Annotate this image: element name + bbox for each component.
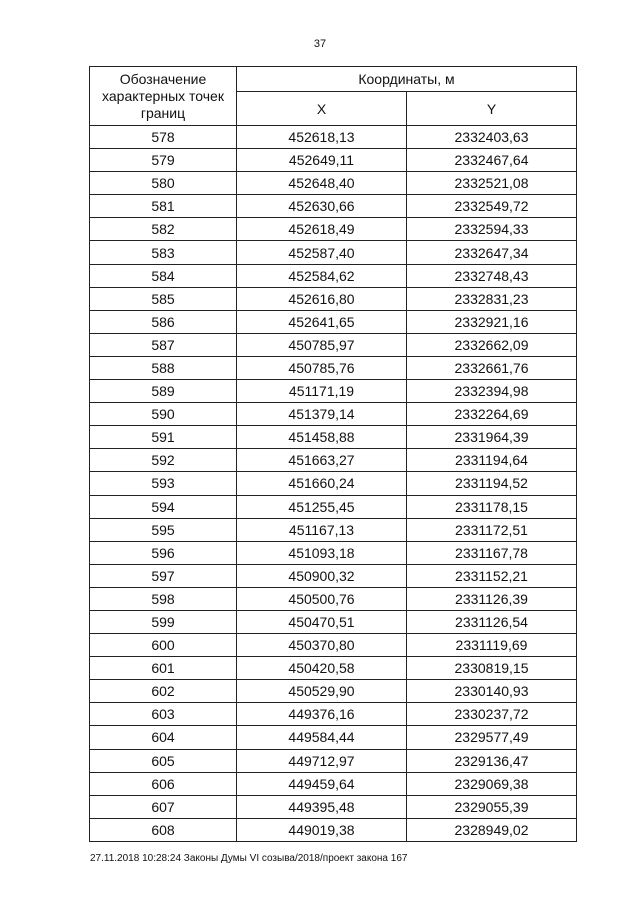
y-cell: 2331194,64: [407, 449, 577, 472]
table-row: [90, 264, 577, 287]
point-cell: 597: [90, 564, 237, 587]
point-cell: 607: [90, 795, 237, 818]
point-cell: 583: [90, 241, 237, 264]
table-row: [90, 657, 577, 680]
page-number: 37: [313, 38, 327, 50]
table-row: [90, 703, 577, 726]
table-row: [90, 126, 577, 149]
table-row: [90, 472, 577, 495]
table-row: [90, 749, 577, 772]
point-cell: 585: [90, 287, 237, 310]
table-row: [90, 634, 577, 657]
y-cell: 2329577,49: [407, 726, 577, 749]
table-header: [90, 67, 577, 126]
y-cell: 2331964,39: [407, 426, 577, 449]
table-row: [90, 680, 577, 703]
table-row: [90, 449, 577, 472]
coordinates-header: Координаты, м: [237, 67, 577, 92]
table-row: [90, 380, 577, 403]
x-cell: 451255,45: [237, 495, 407, 518]
x-cell: 452584,62: [237, 264, 407, 287]
x-cell: 449712,97: [237, 749, 407, 772]
designation-header: Обозначение характерных точек границ: [90, 67, 237, 126]
point-cell: 591: [90, 426, 237, 449]
table-row: [90, 195, 577, 218]
x-cell: 452649,11: [237, 149, 407, 172]
x-cell: 451167,13: [237, 518, 407, 541]
table-row: [90, 541, 577, 564]
table-row: [90, 218, 577, 241]
y-cell: 2332831,23: [407, 287, 577, 310]
point-cell: 588: [90, 356, 237, 379]
y-cell: 2331178,15: [407, 495, 577, 518]
point-cell: 602: [90, 680, 237, 703]
x-cell: 450785,76: [237, 356, 407, 379]
x-cell: 450529,90: [237, 680, 407, 703]
x-cell: 451171,19: [237, 380, 407, 403]
table-row: [90, 403, 577, 426]
table-row: [90, 333, 577, 356]
point-cell: 593: [90, 472, 237, 495]
x-cell: 449584,44: [237, 726, 407, 749]
y-cell: 2329055,39: [407, 795, 577, 818]
point-cell: 582: [90, 218, 237, 241]
point-cell: 604: [90, 726, 237, 749]
y-cell: 2332594,33: [407, 218, 577, 241]
table-row: [90, 610, 577, 633]
table-row: [90, 772, 577, 795]
point-cell: 605: [90, 749, 237, 772]
point-cell: 606: [90, 772, 237, 795]
point-cell: 581: [90, 195, 237, 218]
x-cell: 450470,51: [237, 610, 407, 633]
table-row: [90, 149, 577, 172]
table-row: [90, 795, 577, 818]
x-cell: 451458,88: [237, 426, 407, 449]
y-cell: 2332661,76: [407, 356, 577, 379]
point-cell: 592: [90, 449, 237, 472]
table-row: [90, 426, 577, 449]
y-cell: 2332394,98: [407, 380, 577, 403]
y-cell: 2331126,54: [407, 610, 577, 633]
point-cell: 579: [90, 149, 237, 172]
y-cell: 2331172,51: [407, 518, 577, 541]
y-cell: 2330140,93: [407, 680, 577, 703]
y-cell: 2332549,72: [407, 195, 577, 218]
point-cell: 587: [90, 333, 237, 356]
table-row: [90, 495, 577, 518]
point-cell: 589: [90, 380, 237, 403]
y-cell: 2328949,02: [407, 818, 577, 841]
table-row: [90, 518, 577, 541]
point-cell: 599: [90, 610, 237, 633]
x-cell: 450420,58: [237, 657, 407, 680]
point-cell: 578: [90, 126, 237, 149]
table-row: [90, 241, 577, 264]
x-cell: 451093,18: [237, 541, 407, 564]
point-cell: 594: [90, 495, 237, 518]
x-cell: 450900,32: [237, 564, 407, 587]
y-cell: 2331194,52: [407, 472, 577, 495]
y-cell: 2332467,64: [407, 149, 577, 172]
y-cell: 2332921,16: [407, 310, 577, 333]
table-row: [90, 172, 577, 195]
point-cell: 580: [90, 172, 237, 195]
y-cell: 2332662,09: [407, 333, 577, 356]
point-cell: 590: [90, 403, 237, 426]
x-cell: 450500,76: [237, 587, 407, 610]
y-cell: 2331152,21: [407, 564, 577, 587]
x-cell: 452641,65: [237, 310, 407, 333]
point-cell: 586: [90, 310, 237, 333]
coordinates-table: [89, 66, 577, 842]
point-cell: 603: [90, 703, 237, 726]
y-cell: 2329069,38: [407, 772, 577, 795]
point-cell: 584: [90, 264, 237, 287]
table-row: [90, 287, 577, 310]
x-cell: 449376,16: [237, 703, 407, 726]
x-header: X: [237, 92, 407, 126]
x-cell: 449019,38: [237, 818, 407, 841]
point-cell: 601: [90, 657, 237, 680]
table-row: [90, 587, 577, 610]
y-cell: 2332521,08: [407, 172, 577, 195]
x-cell: 452630,66: [237, 195, 407, 218]
point-cell: 598: [90, 587, 237, 610]
point-cell: 600: [90, 634, 237, 657]
x-cell: 450785,97: [237, 333, 407, 356]
y-header: Y: [407, 92, 577, 126]
x-cell: 452587,40: [237, 241, 407, 264]
table-row: [90, 310, 577, 333]
y-cell: 2329136,47: [407, 749, 577, 772]
y-cell: 2331126,39: [407, 587, 577, 610]
point-cell: 608: [90, 818, 237, 841]
table-row: [90, 564, 577, 587]
x-cell: 452648,40: [237, 172, 407, 195]
y-cell: 2331119,69: [407, 634, 577, 657]
table-body: [90, 126, 577, 842]
x-cell: 450370,80: [237, 634, 407, 657]
x-cell: 452618,13: [237, 126, 407, 149]
point-cell: 596: [90, 541, 237, 564]
x-cell: 451379,14: [237, 403, 407, 426]
y-cell: 2332403,63: [407, 126, 577, 149]
x-cell: 452618,49: [237, 218, 407, 241]
y-cell: 2330819,15: [407, 657, 577, 680]
table-row: [90, 726, 577, 749]
table-row: [90, 356, 577, 379]
x-cell: 451660,24: [237, 472, 407, 495]
y-cell: 2332748,43: [407, 264, 577, 287]
x-cell: 449395,48: [237, 795, 407, 818]
point-cell: 595: [90, 518, 237, 541]
y-cell: 2330237,72: [407, 703, 577, 726]
footer-text: 27.11.2018 10:28:24 Законы Думы VI созыва/2018/проект закона 167: [90, 853, 408, 864]
x-cell: 452616,80: [237, 287, 407, 310]
x-cell: 449459,64: [237, 772, 407, 795]
x-cell: 451663,27: [237, 449, 407, 472]
y-cell: 2331167,78: [407, 541, 577, 564]
y-cell: 2332647,34: [407, 241, 577, 264]
table-row: [90, 818, 577, 841]
y-cell: 2332264,69: [407, 403, 577, 426]
